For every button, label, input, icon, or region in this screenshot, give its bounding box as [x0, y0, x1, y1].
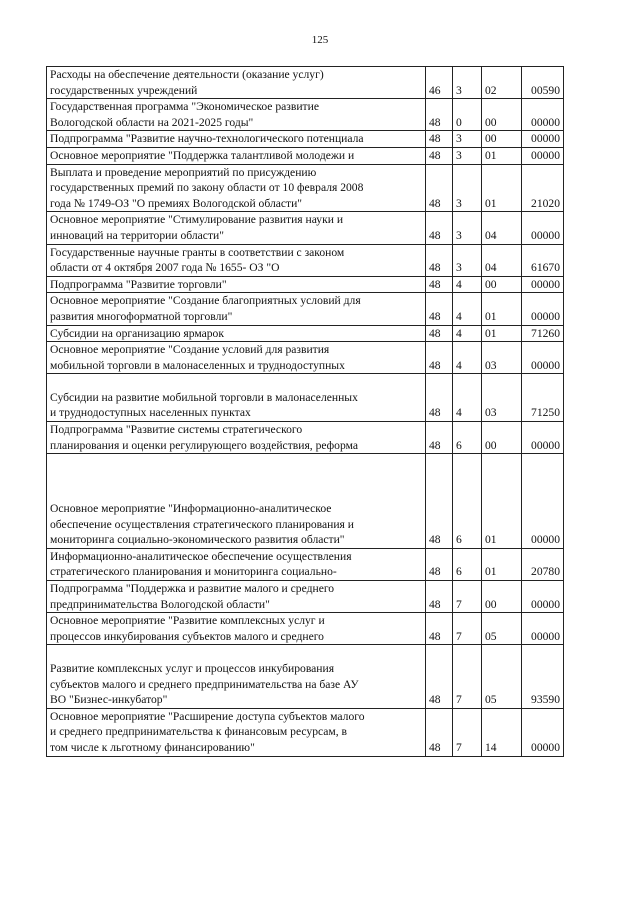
- row-code-pr: 04: [482, 244, 522, 276]
- row-name-line: Развитие комплексных услуг и процессов инкубирования: [50, 661, 335, 675]
- row-name-cell: [47, 613, 426, 645]
- table-row: [47, 244, 564, 276]
- table-row: [47, 548, 564, 580]
- table-row: [47, 325, 564, 342]
- row-code-pr: 01: [482, 325, 522, 342]
- table-row: [47, 99, 564, 131]
- row-name-cell: [47, 67, 426, 99]
- row-name-line: Основное мероприятие "Стимулирование развития науки и: [50, 213, 344, 227]
- table-row: [47, 212, 564, 244]
- row-code-pr: 00: [482, 422, 522, 454]
- row-code-gr: 48: [426, 147, 453, 164]
- row-name-line: Подпрограмма "Развитие научно-технологического потенциала: [50, 132, 364, 146]
- row-code-cs: 00000: [522, 147, 564, 164]
- row-code-pr: 01: [482, 147, 522, 164]
- row-code-pz: 7: [453, 613, 482, 645]
- row-code-gr: 48: [426, 293, 453, 325]
- row-code-pr: 02: [482, 67, 522, 99]
- row-name-line: том числе к льготному финансированию": [50, 740, 255, 754]
- table-row: [47, 708, 564, 756]
- row-name-line: Субсидии на организацию ярмарок: [50, 326, 224, 340]
- row-name-line: Выплата и проведение мероприятий по присуждению: [50, 165, 317, 179]
- row-code-cs: 00000: [522, 422, 564, 454]
- row-code-pz: 6: [453, 454, 482, 549]
- table-row: [47, 342, 564, 374]
- row-code-pz: 6: [453, 548, 482, 580]
- row-name-line: государственных учреждений: [50, 83, 198, 97]
- row-name-line: Основное мероприятие "Информационно-аналитическое: [50, 502, 332, 516]
- row-code-cs: 00000: [522, 342, 564, 374]
- row-code-gr: 48: [426, 276, 453, 293]
- row-name-line: мониторинга социально-экономического развития области": [50, 533, 345, 547]
- table-row: [47, 164, 564, 212]
- row-code-pr: 01: [482, 548, 522, 580]
- row-code-pz: 3: [453, 147, 482, 164]
- row-code-gr: 48: [426, 374, 453, 422]
- budget-table-body: [47, 67, 564, 757]
- row-code-cs: 00590: [522, 67, 564, 99]
- row-code-cs: 71260: [522, 325, 564, 342]
- row-name-cell: [47, 293, 426, 325]
- row-code-pz: 3: [453, 244, 482, 276]
- row-name-line: и труднодоступных населенных пунктах: [50, 406, 251, 420]
- row-code-gr: 48: [426, 325, 453, 342]
- row-code-pz: 4: [453, 276, 482, 293]
- row-code-gr: 48: [426, 99, 453, 131]
- row-name-cell: [47, 147, 426, 164]
- row-code-pz: 0: [453, 99, 482, 131]
- row-name-line: инноваций на территории области": [50, 228, 224, 242]
- row-name-line: Подпрограмма "Поддержка и развитие малого и среднего: [50, 582, 335, 595]
- row-code-gr: 48: [426, 342, 453, 374]
- table-row: [47, 276, 564, 293]
- row-code-gr: 48: [426, 244, 453, 276]
- row-code-pr: 03: [482, 374, 522, 422]
- row-name-line: Информационно-аналитическое обеспечение осуществления: [50, 549, 352, 563]
- row-code-cs: 00000: [522, 708, 564, 756]
- row-name-line: стратегического планирования и мониторинга социально-: [50, 565, 337, 579]
- row-code-cs: 93590: [522, 645, 564, 708]
- row-name-line: Основное мероприятие "Создание благоприятных условий для: [50, 294, 361, 308]
- row-code-pz: 4: [453, 325, 482, 342]
- row-code-pz: 7: [453, 581, 482, 613]
- row-code-cs: 00000: [522, 581, 564, 613]
- row-code-pr: 04: [482, 212, 522, 244]
- row-code-cs: 00000: [522, 99, 564, 131]
- row-name-line: Государственные научные гранты в соответствии с законом: [50, 245, 345, 259]
- row-code-pr: 00: [482, 276, 522, 293]
- row-name-line: развития многоформатной торговли": [50, 309, 233, 323]
- row-code-gr: 48: [426, 422, 453, 454]
- row-name-cell: [47, 164, 426, 212]
- row-code-pz: 7: [453, 708, 482, 756]
- row-code-gr: 48: [426, 131, 453, 148]
- row-code-pr: 01: [482, 164, 522, 212]
- row-code-gr: 48: [426, 454, 453, 549]
- row-code-cs: 00000: [522, 131, 564, 148]
- row-name-cell: [47, 548, 426, 580]
- row-code-gr: 48: [426, 164, 453, 212]
- row-code-cs: 71250: [522, 374, 564, 422]
- row-code-cs: 61670: [522, 244, 564, 276]
- row-name-line: Основное мероприятие "Развитие комплексных услуг и: [50, 614, 325, 628]
- row-code-pz: 3: [453, 212, 482, 244]
- row-name-line: [50, 645, 422, 661]
- row-code-pr: 05: [482, 645, 522, 708]
- row-name-line: и среднего предпринимательства к финансовым ресурсам, в: [50, 725, 348, 739]
- table-row: [47, 645, 564, 708]
- row-name-line: Подпрограмма "Развитие системы стратегического: [50, 423, 303, 437]
- row-name-line: Основное мероприятие "Создание условий для развития: [50, 343, 330, 357]
- row-name-cell: [47, 374, 426, 422]
- table-row: [47, 293, 564, 325]
- row-name-line: Государственная программа "Экономическое развитие: [50, 100, 319, 114]
- row-code-pr: 01: [482, 293, 522, 325]
- table-row: [47, 454, 564, 549]
- row-name-line: предпринимательства Вологодской области": [50, 597, 270, 611]
- row-code-pz: 3: [453, 131, 482, 148]
- row-name-line: Расходы на обеспечение деятельности (оказание услуг): [50, 68, 324, 81]
- row-code-pr: 00: [482, 131, 522, 148]
- table-row: [47, 67, 564, 99]
- table-row: [47, 422, 564, 454]
- row-code-gr: 46: [426, 67, 453, 99]
- row-code-cs: 00000: [522, 454, 564, 549]
- row-name-line: обеспечение осуществления стратегического планирования и: [50, 517, 354, 531]
- row-name-line: государственных премий по закону области от 10 февраля 2008: [50, 181, 364, 195]
- row-name-line: процессов инкубирования субъектов малого и среднего: [50, 629, 324, 643]
- row-name-cell: [47, 342, 426, 374]
- row-name-line: области от 4 октября 2007 года № 1655- ОЗ "О: [50, 261, 280, 275]
- table-row: [47, 581, 564, 613]
- row-code-pz: 4: [453, 342, 482, 374]
- row-code-pr: 01: [482, 454, 522, 549]
- row-code-pr: 00: [482, 581, 522, 613]
- row-name-cell: [47, 276, 426, 293]
- row-name-line: [50, 485, 422, 501]
- row-code-pz: 3: [453, 67, 482, 99]
- row-code-pr: 05: [482, 613, 522, 645]
- row-code-gr: 48: [426, 212, 453, 244]
- row-name-line: Основное мероприятие "Поддержка талантливой молодежи и: [50, 148, 355, 162]
- row-name-cell: [47, 212, 426, 244]
- row-code-pz: 7: [453, 645, 482, 708]
- row-name-line: Основное мероприятие "Расширение доступа субъектов малого: [50, 709, 365, 723]
- row-name-line: Субсидии на развитие мобильной торговли в малонаселенных: [50, 390, 358, 404]
- row-code-pz: 4: [453, 293, 482, 325]
- row-name-cell: [47, 708, 426, 756]
- row-name-line: субъектов малого и среднего предпринимательства на базе АУ: [50, 677, 359, 691]
- row-name-line: [50, 454, 422, 470]
- row-name-line: [50, 374, 422, 390]
- row-code-pz: 4: [453, 374, 482, 422]
- row-code-gr: 48: [426, 548, 453, 580]
- row-name-line: мобильной торговли в малонаселенных и труднодоступных: [50, 358, 345, 372]
- row-code-gr: 48: [426, 581, 453, 613]
- row-code-cs: 00000: [522, 613, 564, 645]
- row-name-line: планирования и оценки регулирующего воздействия, реформа: [50, 438, 358, 452]
- row-code-gr: 48: [426, 613, 453, 645]
- row-code-cs: 00000: [522, 212, 564, 244]
- row-code-pr: 03: [482, 342, 522, 374]
- row-code-cs: 00000: [522, 293, 564, 325]
- row-code-gr: 48: [426, 645, 453, 708]
- row-code-pz: 6: [453, 422, 482, 454]
- row-name-cell: [47, 131, 426, 148]
- row-name-line: ВО "Бизнес-инкубатор": [50, 693, 168, 707]
- row-code-pz: 3: [453, 164, 482, 212]
- row-code-cs: 00000: [522, 276, 564, 293]
- row-code-cs: 20780: [522, 548, 564, 580]
- budget-table: [46, 66, 564, 757]
- row-code-pr: 14: [482, 708, 522, 756]
- table-row: [47, 613, 564, 645]
- row-name-line: года № 1749-ОЗ "О премиях Вологодской области": [50, 196, 303, 210]
- row-code-gr: 48: [426, 708, 453, 756]
- table-row: [47, 131, 564, 148]
- row-code-cs: 21020: [522, 164, 564, 212]
- row-name-cell: [47, 645, 426, 708]
- row-name-cell: [47, 581, 426, 613]
- row-name-line: Вологодской области на 2021-2025 годы": [50, 115, 254, 129]
- row-name-cell: [47, 422, 426, 454]
- row-code-pr: 00: [482, 99, 522, 131]
- table-row: [47, 147, 564, 164]
- row-name-cell: [47, 99, 426, 131]
- page-number: 125: [311, 34, 329, 46]
- table-row: [47, 374, 564, 422]
- row-name-line: Подпрограмма "Развитие торговли": [50, 277, 227, 291]
- row-name-cell: [47, 325, 426, 342]
- row-name-line: [50, 470, 422, 486]
- row-name-cell: [47, 244, 426, 276]
- row-name-cell: [47, 454, 426, 549]
